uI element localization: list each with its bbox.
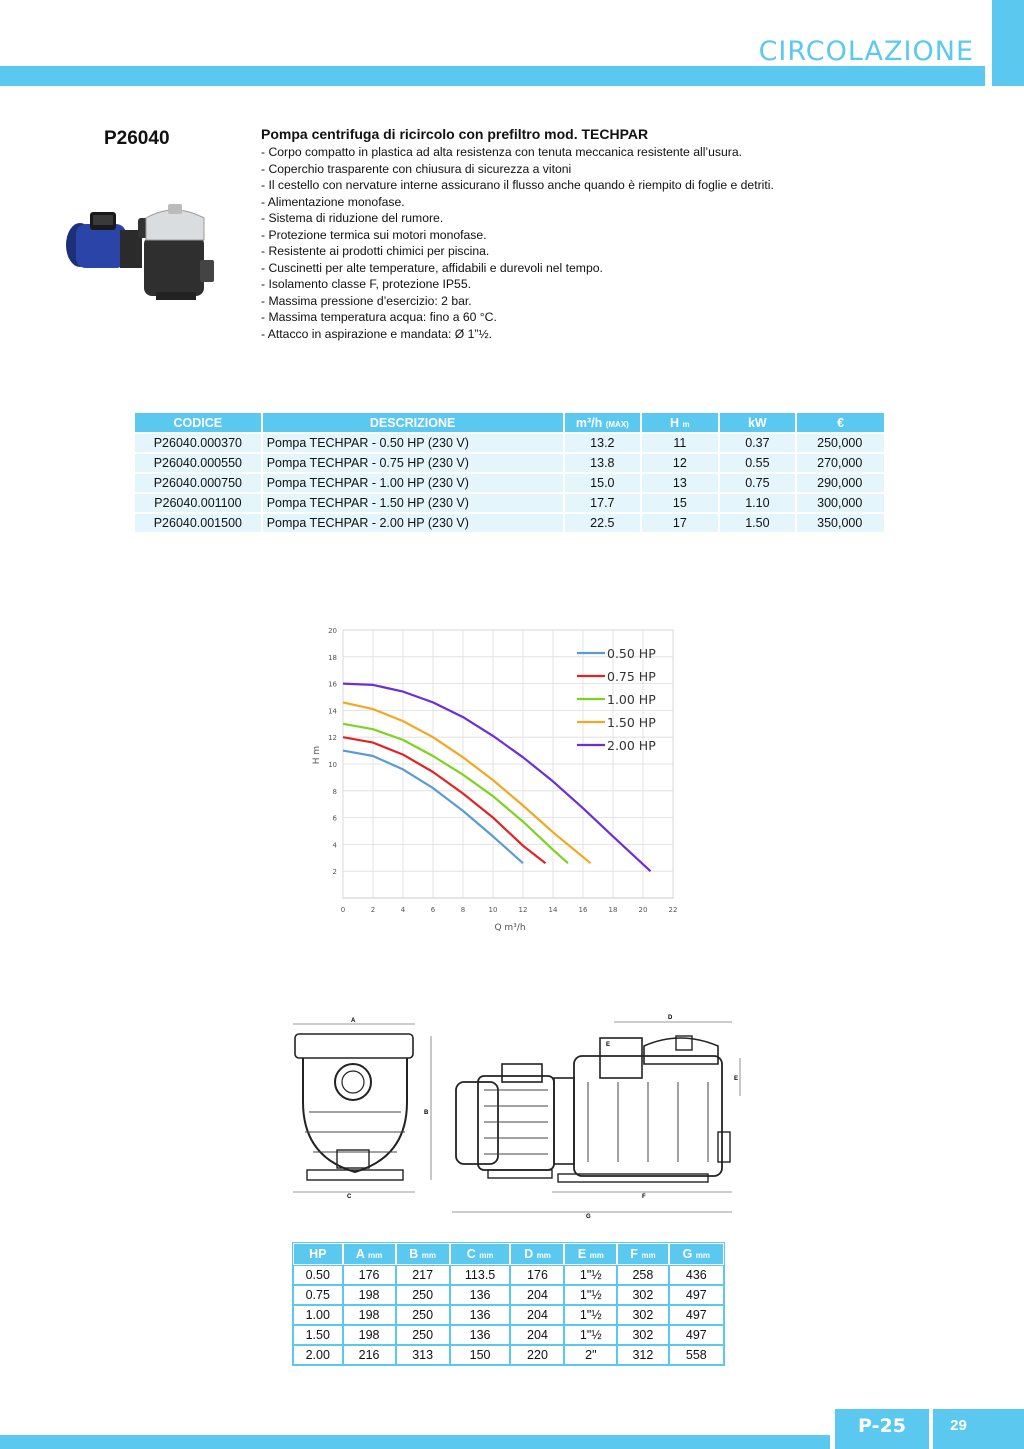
col-f (617, 1243, 668, 1265)
header-unit: mm (589, 1251, 604, 1260)
cell: 436 (669, 1265, 724, 1285)
footer-section-tag: P-25 (835, 1409, 929, 1449)
cell: 136 (450, 1305, 511, 1325)
header-main: C (466, 1247, 476, 1261)
cell: 204 (510, 1285, 564, 1305)
col-c (450, 1243, 511, 1265)
cell: 558 (669, 1345, 724, 1365)
col-b (396, 1243, 450, 1265)
y-tick-label: 4 (332, 841, 337, 850)
cell: 0.75 (293, 1285, 343, 1305)
cell-code: P26040.001500 (135, 514, 261, 532)
cell-price: 270,000 (797, 454, 884, 472)
dim-label-e: E (606, 1042, 611, 1048)
performance-chart (305, 620, 695, 940)
cell-code: P26040.001100 (135, 494, 261, 512)
dimensions-table (292, 1242, 725, 1366)
cell: 198 (343, 1325, 396, 1345)
legend-label: 0.50 HP (607, 646, 656, 661)
cell-kw: 0.75 (720, 474, 796, 492)
x-tick-label: 8 (460, 906, 466, 914)
cell-flow: 17.7 (565, 494, 641, 512)
legend-label: 0.75 HP (607, 669, 656, 684)
feature-item: - Resistente ai prodotti chimici per piscina. (261, 244, 490, 258)
y-tick-label: 2 (332, 868, 337, 877)
price-table-header (135, 413, 884, 432)
x-tick-label: 16 (578, 906, 588, 914)
price-table (133, 411, 886, 534)
cell-head: 12 (642, 454, 717, 472)
y-tick-label: 10 (328, 761, 337, 769)
cell: 497 (669, 1325, 724, 1345)
cell: 220 (510, 1345, 564, 1365)
cell: 2.00 (293, 1345, 343, 1365)
table-row (293, 1345, 724, 1365)
feature-item: - Alimentazione monofase. (261, 194, 405, 209)
x-axis-label: Q m³/h (494, 923, 526, 933)
cell-price: 250,000 (797, 434, 884, 452)
feature-item: - Il cestello con nervature interne assicurano il flusso anche quando è riempito di foglie e detriti. (261, 178, 774, 192)
x-tick-label: 4 (400, 906, 406, 914)
feature-item: - Cuscinetti per alte temperature, affidabili e durevoli nel tempo. (261, 260, 603, 275)
cell: 150 (450, 1345, 511, 1365)
x-tick-label: 10 (488, 906, 498, 914)
cell: 136 (450, 1285, 511, 1305)
col-g (669, 1243, 724, 1265)
cell: 176 (510, 1265, 564, 1285)
cell-flow: 15.0 (565, 474, 641, 492)
side-view-drawing (448, 1012, 748, 1224)
cell: 198 (343, 1285, 396, 1305)
section-title: CIRCOLAZIONE (758, 36, 974, 67)
header-bar (0, 66, 985, 86)
cell: 1"½ (564, 1265, 617, 1285)
header-main: G (682, 1247, 693, 1261)
cell: 0.50 (293, 1265, 343, 1285)
table-row (135, 494, 884, 512)
dim-label-c: C (347, 1194, 352, 1200)
cell-code: P26040.000550 (135, 454, 261, 472)
feature-item: - Massima pressione d’esercizio: 2 bar. (261, 293, 472, 308)
y-tick-label: 20 (328, 627, 337, 635)
cell-desc: Pompa TECHPAR - 1.00 HP (230 V) (263, 474, 563, 492)
cell: 497 (669, 1305, 724, 1325)
col-d (510, 1243, 564, 1265)
legend-label: 1.50 HP (607, 715, 656, 730)
y-tick-label: 16 (328, 680, 337, 689)
header-tab (992, 0, 1024, 86)
cell-head: 13 (642, 474, 717, 492)
cell-flow: 13.2 (565, 434, 641, 452)
header-unit: mm (421, 1251, 437, 1260)
cell-desc: Pompa TECHPAR - 0.50 HP (230 V) (263, 434, 563, 452)
col-a (343, 1243, 396, 1265)
col-kw: kW (720, 413, 796, 432)
header-unit: mm (536, 1251, 551, 1260)
table-row (293, 1305, 724, 1325)
table-row (135, 454, 884, 472)
col-flow (565, 413, 641, 432)
feature-list (261, 144, 774, 342)
cell: 1.50 (293, 1325, 343, 1345)
header-main: B (409, 1247, 419, 1261)
cell: 1"½ (564, 1305, 617, 1325)
cell-desc: Pompa TECHPAR - 2.00 HP (230 V) (263, 514, 563, 532)
x-tick-label: 18 (608, 906, 618, 914)
header-unit: mm (479, 1251, 494, 1260)
cell-flow: 13.8 (565, 454, 641, 472)
cell-kw: 1.50 (720, 514, 796, 532)
cell-desc: Pompa TECHPAR - 1.50 HP (230 V) (263, 494, 563, 512)
header-main: F (630, 1247, 638, 1261)
y-tick-label: 14 (328, 707, 337, 716)
cell: 176 (343, 1265, 396, 1285)
product-title: Pompa centrifuga di ricircolo con prefiltro mod. TECHPAR (261, 126, 649, 142)
dim-label-d: D (668, 1015, 673, 1021)
y-tick-label: 6 (332, 814, 337, 823)
page-number: 29 (933, 1409, 1024, 1449)
table-row (135, 474, 884, 492)
cell: 250 (396, 1305, 450, 1325)
x-tick-label: 20 (638, 906, 648, 914)
cell: 497 (669, 1285, 724, 1305)
cell: 216 (343, 1345, 396, 1365)
cell-flow: 22.5 (565, 514, 641, 532)
cell: 302 (617, 1305, 668, 1325)
col-head (642, 413, 717, 432)
header-unit: mm (695, 1251, 711, 1260)
cell: 313 (396, 1345, 450, 1365)
dim-label-a: A (351, 1018, 356, 1024)
cell-code: P26040.000750 (135, 474, 261, 492)
y-axis-label: H m (312, 745, 322, 765)
y-tick-label: 18 (328, 653, 337, 662)
header-main: A (355, 1247, 365, 1261)
table-row (293, 1285, 724, 1305)
cell: 204 (510, 1325, 564, 1345)
header-unit: mm (641, 1251, 656, 1260)
cell-price: 300,000 (797, 494, 884, 512)
cell: 1"½ (564, 1325, 617, 1345)
col-price: € (797, 413, 884, 432)
cell-kw: 1.10 (720, 494, 796, 512)
x-tick-label: 2 (370, 906, 376, 914)
header-main: HP (309, 1247, 327, 1261)
feature-item: - Corpo compatto in plastica ad alta resistenza con tenuta meccanica resistente all’usura. (261, 145, 742, 159)
cell-head: 11 (642, 434, 717, 452)
table-row (293, 1265, 724, 1285)
col-code: CODICE (135, 413, 261, 432)
dim-label-e-side: E (734, 1076, 739, 1082)
legend-label: 2.00 HP (607, 738, 656, 753)
x-tick-label: 6 (430, 906, 436, 914)
cell: 250 (396, 1285, 450, 1305)
table-row (135, 514, 884, 532)
x-tick-label: 22 (668, 906, 678, 914)
footer-bar (0, 1435, 830, 1449)
col-head-sub: m (682, 419, 690, 429)
col-flow-sub: (MAX) (605, 419, 629, 429)
cell: 312 (617, 1345, 668, 1365)
cell: 217 (396, 1265, 450, 1285)
cell-price: 350,000 (797, 514, 884, 532)
cell-code: P26040.000370 (135, 434, 261, 452)
col-description: DESCRIZIONE (263, 413, 563, 432)
chart-series (343, 684, 651, 872)
feature-item: - Massima temperatura acqua: fino a 60 °C. (261, 310, 497, 324)
cell: 1.00 (293, 1305, 343, 1325)
cell-kw: 0.37 (720, 434, 796, 452)
col-flow-label: m³/h (575, 415, 603, 430)
cell-kw: 0.55 (720, 454, 796, 472)
cell-desc: Pompa TECHPAR - 0.75 HP (230 V) (263, 454, 563, 472)
cell-head: 17 (642, 514, 717, 532)
product-code: P26040 (104, 128, 170, 149)
feature-item: - Coperchio trasparente con chiusura di sicurezza a vitoni (261, 161, 572, 176)
cell: 302 (617, 1325, 668, 1345)
cell: 250 (396, 1325, 450, 1345)
header-main: E (577, 1247, 587, 1261)
cell: 2" (564, 1345, 617, 1365)
header-main: D (524, 1247, 534, 1261)
col-e (564, 1243, 617, 1265)
x-tick-label: 12 (518, 906, 528, 914)
front-view-drawing (285, 1012, 435, 1207)
dim-label-b: B (424, 1110, 429, 1116)
feature-item: - Attacco in aspirazione e mandata: Ø 1”½. (261, 326, 493, 341)
col-hp (293, 1243, 343, 1265)
series-line (343, 684, 651, 872)
feature-item: - Protezione termica sui motori monofase. (261, 227, 487, 242)
feature-item: - Sistema di riduzione del rumore. (261, 211, 444, 225)
dim-label-g: G (586, 1214, 591, 1220)
dim-label-f: F (642, 1194, 646, 1200)
table-row (135, 434, 884, 452)
feature-item: - Isolamento classe F, protezione IP55. (261, 277, 472, 291)
cell: 136 (450, 1325, 511, 1345)
cell: 302 (617, 1285, 668, 1305)
cell: 198 (343, 1305, 396, 1325)
x-tick-label: 14 (548, 906, 558, 914)
y-tick-label: 12 (328, 734, 337, 743)
cell: 204 (510, 1305, 564, 1325)
col-head-label: H (670, 415, 680, 430)
cell-price: 290,000 (797, 474, 884, 492)
table-row (293, 1325, 724, 1345)
y-tick-label: 8 (332, 787, 337, 796)
dimensions-header (293, 1243, 724, 1265)
legend-label: 1.00 HP (607, 692, 656, 707)
header-unit: mm (367, 1251, 383, 1260)
cell-head: 15 (642, 494, 717, 512)
pump-photo (60, 200, 220, 310)
x-tick-label: 0 (340, 906, 346, 914)
cell: 1"½ (564, 1285, 617, 1305)
cell: 113.5 (450, 1265, 511, 1285)
cell: 258 (617, 1265, 668, 1285)
